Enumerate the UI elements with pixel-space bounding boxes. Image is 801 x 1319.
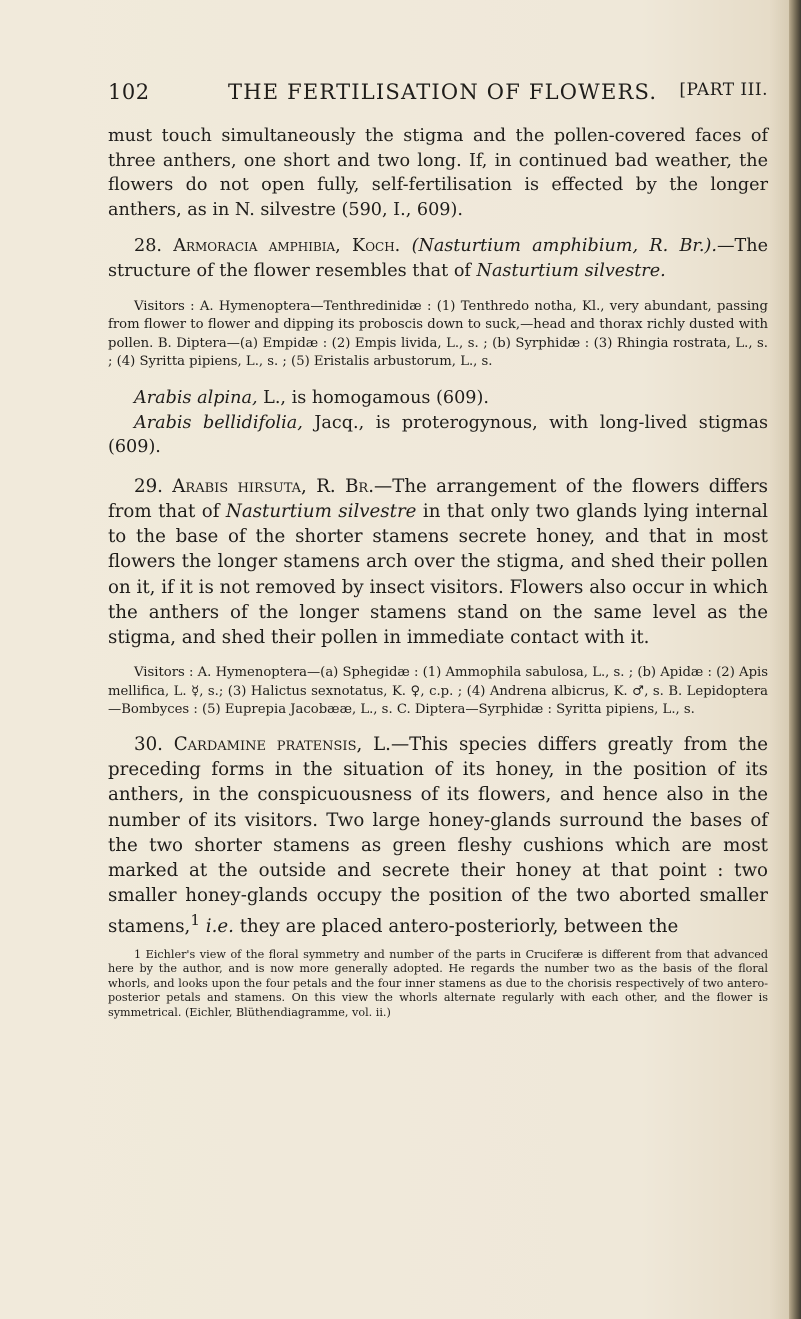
species-heading: 29. Arabis hirsuta, R. Br. bbox=[134, 475, 374, 497]
paragraph-text: they are placed antero-posteriorly, between the bbox=[239, 916, 679, 938]
species-reference: Nasturtium silvestre bbox=[225, 500, 417, 522]
footnote-marker: 1 bbox=[190, 911, 200, 930]
paragraph-armoracia bbox=[108, 234, 768, 283]
paragraph-text: Jacq., is proterogynous, with long-lived stigmas (609). bbox=[108, 412, 768, 458]
paragraph-arabis-alpina bbox=[108, 386, 768, 411]
species-heading: 30. Cardamine pratensis, L. bbox=[134, 733, 391, 755]
species-name: Arabis alpina, bbox=[134, 387, 258, 408]
visitors-list-arabis: Visitors : A. Hymenoptera—(a) Sphegidæ : (1) Ammophila sabulosa, L., s. ; (b) Apidæ : (2) Apis mellifica, L. ☿, s.; (3) Halictus sexnotatus, K. ♀, c.p. ; (4) Andrena albicrus, K. ♂, s. B. Lepidoptera—Bombyces : (5) Euprepia Jacobææ, L., s. C. Diptera—Syrphidæ : Syritta pipiens, L., s. bbox=[108, 665, 768, 718]
paragraph-text: —The structure of the flower resembles that of bbox=[108, 236, 769, 281]
paragraph-text: L., is homogamous (609). bbox=[263, 387, 489, 408]
running-title: THE FERTILISATION OF FLOWERS. bbox=[228, 80, 658, 104]
paragraph-cardamine bbox=[108, 732, 768, 940]
paragraph-continuation: must touch simultaneously the stigma and the pollen-covered faces of three anthers, one short and two long. If, in continued bad weather, the flowers do not open fully, self-fertilisation is effected by the longer anthers, as in N. silvestre (590, I., 609). bbox=[108, 126, 768, 220]
synonym: (Nasturtium amphibium, R. Br.). bbox=[411, 236, 717, 257]
species-heading: 28. Armoracia amphibia, Koch. bbox=[134, 236, 401, 257]
abbreviation: i.e. bbox=[205, 916, 234, 938]
running-header bbox=[108, 80, 768, 114]
paragraph-arabis-bellidifolia bbox=[108, 411, 768, 460]
text-column bbox=[108, 80, 768, 1021]
footnote: 1 Eichler's view of the floral symmetry and number of the parts in Cruciferæ is different from that advanced here by the author, and is now more generally adopted. He regards the number two as the basis of the floral whorls, and looks upon the four petals and the four inner stamens as due to the chorisis respectively of two antero-posterior petals and stamens. On this view the whorls alternate regularly with each other, and the flower is symmetrical. (Eichler, Blüthendiagramme, vol. ii.) bbox=[108, 947, 768, 1019]
visitors-list-armoracia: Visitors : A. Hymenoptera—Tenthredinidæ : (1) Tenthredo notha, Kl., very abundant, passing from flower to flower and dipping its proboscis down to suck,—head and thorax richly dusted with pollen. B. Diptera—(a) Empidæ : (2) Empis livida, L., s. ; (b) Syrphidæ : (3) Rhingia rostrata, L., s. ; (4) Syritta pipiens, L., s. ; (5) Eristalis arbustorum, L., s. bbox=[108, 298, 768, 370]
book-spine-edge bbox=[789, 0, 801, 1319]
part-label: [PART III. bbox=[679, 80, 768, 100]
species-reference: Nasturtium silvestre. bbox=[476, 260, 666, 281]
paragraph-text: —This species differs greatly from the preceding forms in the situation of its honey, in the position of its anthers, in the conspicuousness of its flowers, and hence also in the number of its visitors. Two large honey-glands surround the bases of the two shorter stamens as green fleshy cushions which are most marked at the outside and secrete their honey at that point : two smaller honey-glands occupy the position of the two aborted smaller stamens, bbox=[108, 733, 768, 938]
paragraph-text: —The arrangement of the flowers differs from that of bbox=[108, 475, 768, 522]
paragraph-text: in that only two glands lying internal to the base of the shorter stamens secrete honey, and that in most flowers the longer stamens arch over the stigma, and shed their pollen on it, if it is not removed by insect visitors. Flowers also occur in which the anthers of the longer stamens stand on the same level as the stigma, and shed their pollen in immediate contact with it. bbox=[108, 500, 768, 648]
species-name: Arabis bellidifolia, bbox=[134, 412, 303, 433]
paragraph-arabis-hirsuta bbox=[108, 474, 768, 650]
page-number: 102 bbox=[108, 80, 150, 104]
